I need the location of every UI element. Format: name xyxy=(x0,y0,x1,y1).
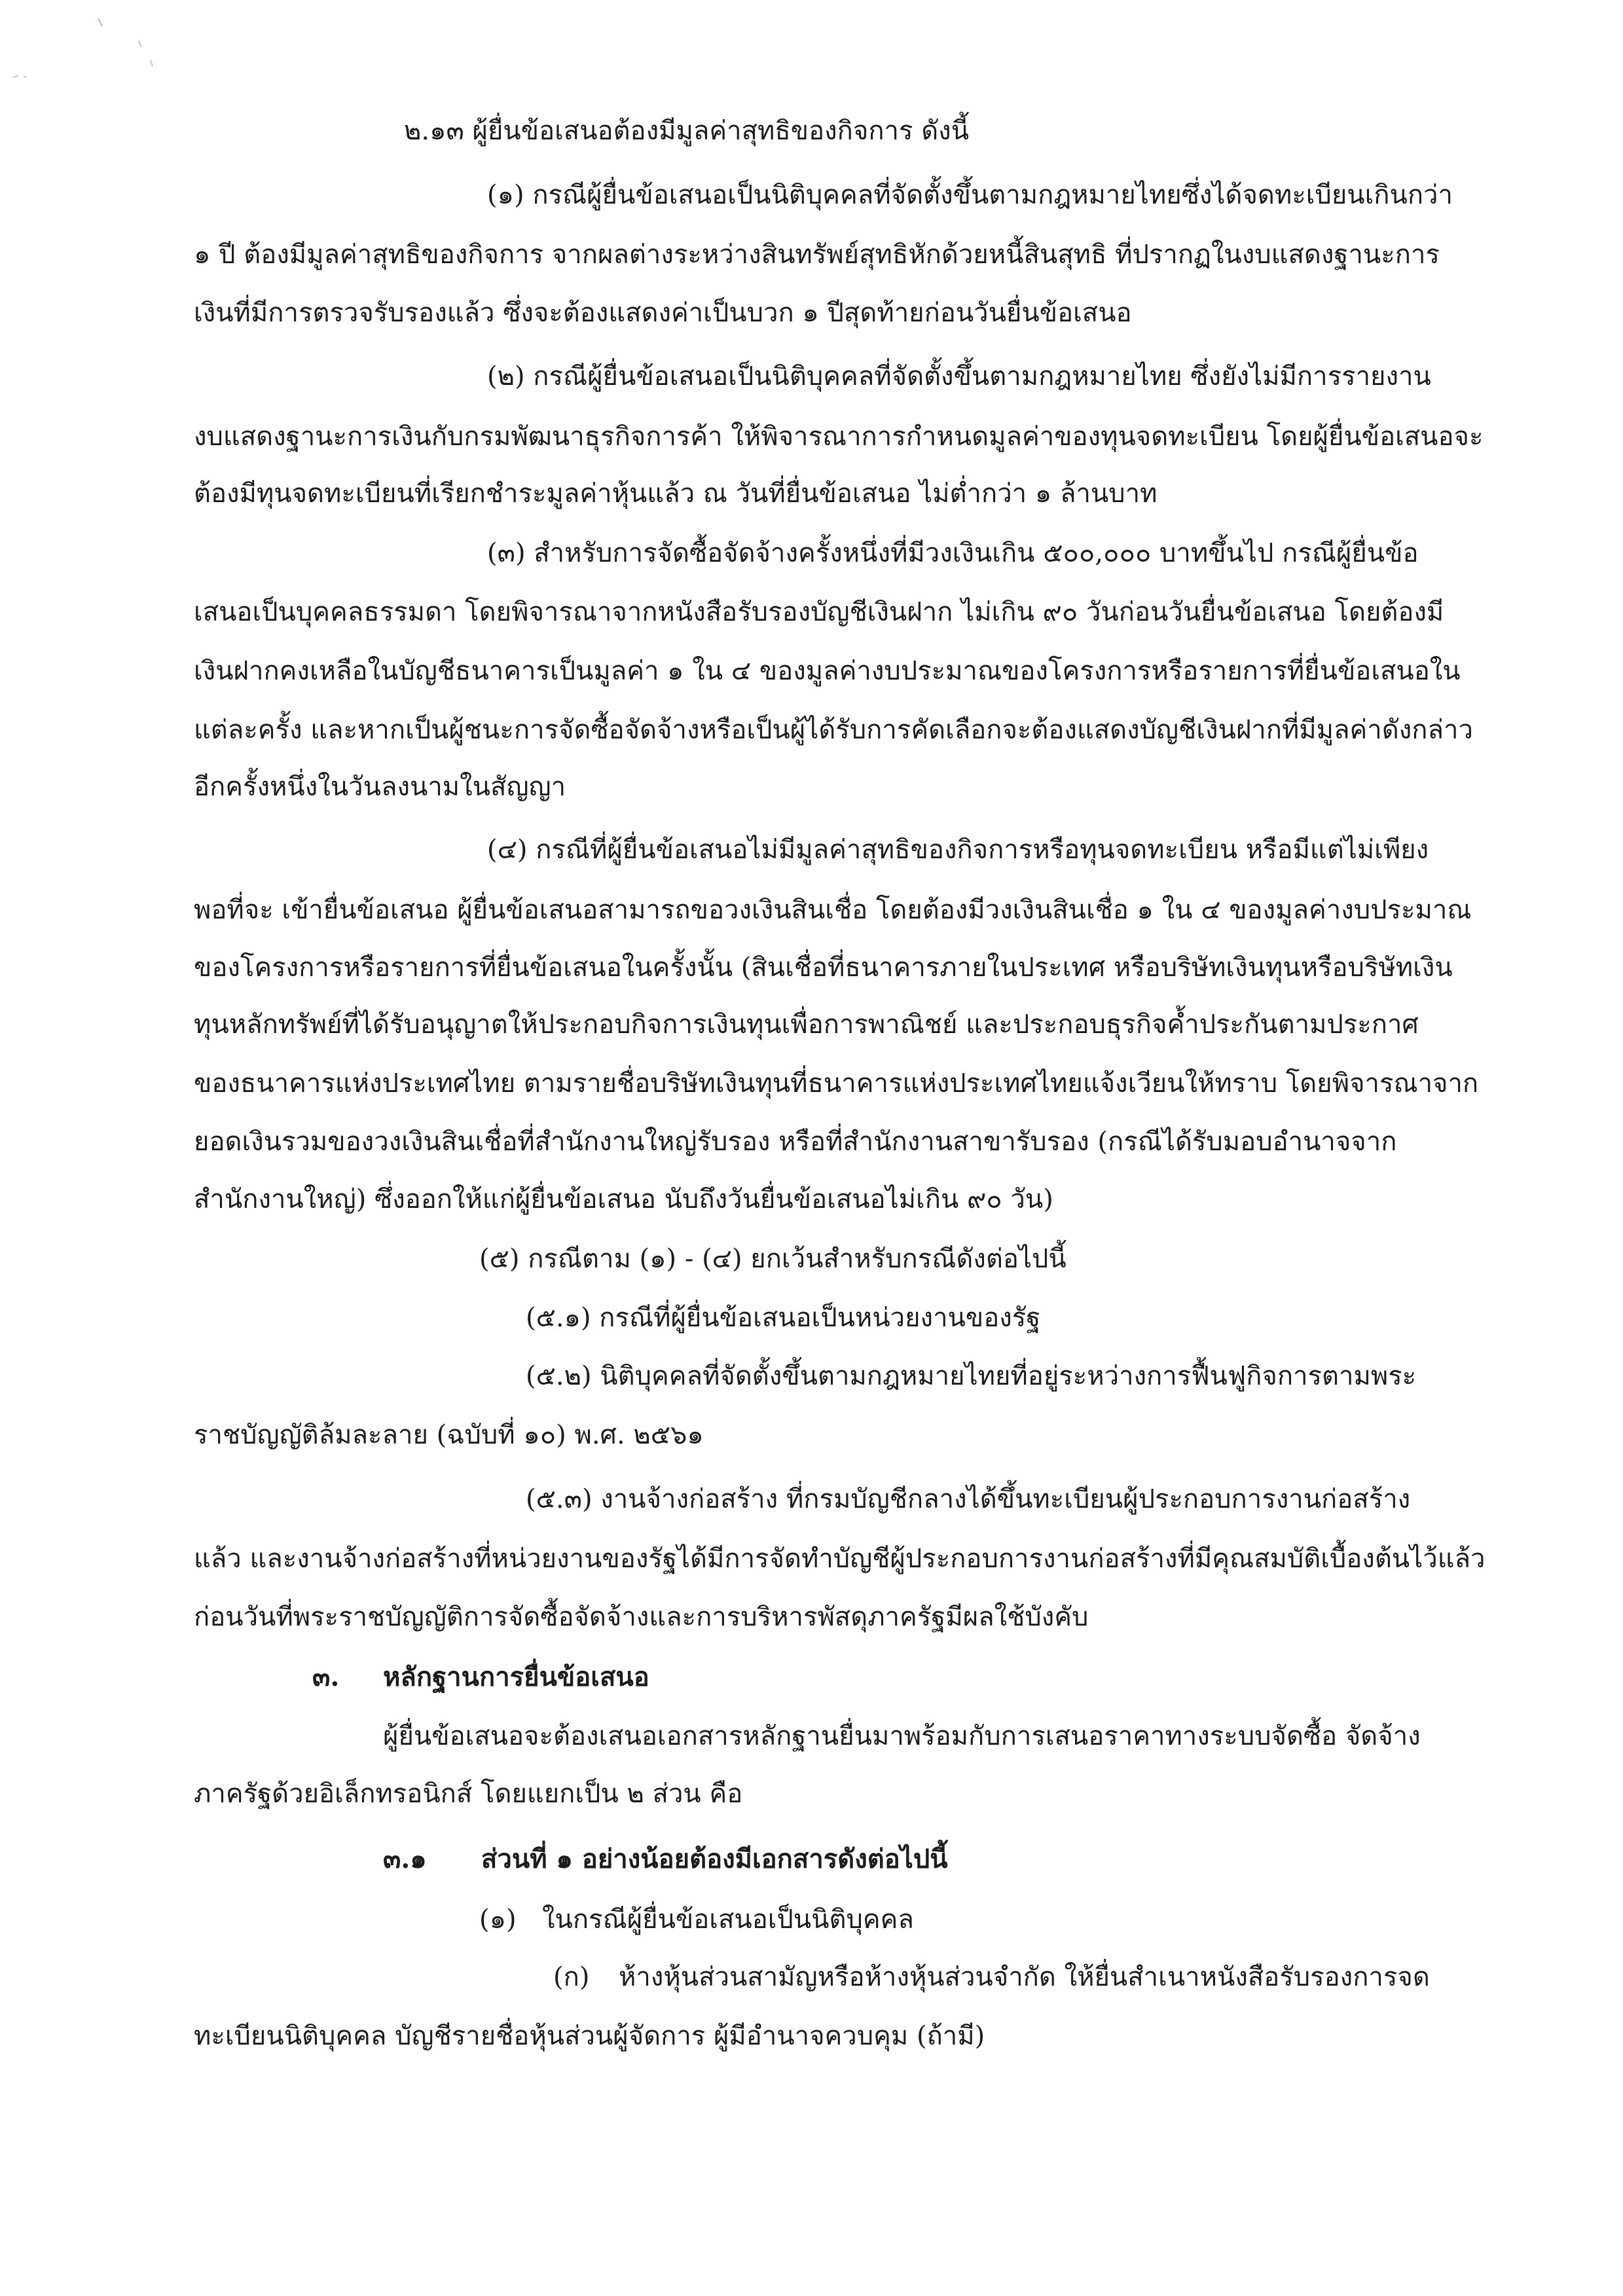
section-3-1-number: ๓.๑ xyxy=(383,1844,427,1874)
item-4-line-3: ของโครงการหรือรายการที่ยื่นข้อเสนอในครั้งนั้น (สินเชื่อที่ธนาคารภายในประเทศ หรือบริษัทเงินทุนหรือบริษัทเงิน xyxy=(194,953,1453,983)
section-3-item-1-text: ในกรณีผู้ยื่นข้อเสนอเป็นนิติบุคคล xyxy=(542,1904,914,1935)
item-4-line-2: พอที่จะ เข้ายื่นข้อเสนอ ผู้ยื่นข้อเสนอสามารถขอวงเงินสินเชื่อ โดยต้องมีวงเงินสินเชื่อ ๑ ใน ๔ ของมูลค่างบประมาณ xyxy=(194,895,1472,925)
item-5-3-line-2: แล้ว และงานจ้างก่อสร้างที่หน่วยงานของรัฐได้มีการจัดทำบัญชีผู้ประกอบการงานก่อสร้างที่มีคุณสมบัติเบื้องต้นไว้แล้ว xyxy=(194,1544,1486,1574)
item-5-2-line-2: ราชบัญญัติล้มละลาย (ฉบับที่ ๑๐) พ.ศ. ๒๕๖๑ xyxy=(194,1420,704,1450)
section-3-body-line-2: ภาครัฐด้วยอิเล็กทรอนิกส์ โดยแยกเป็น ๒ ส่วน คือ xyxy=(194,1779,743,1809)
item-3-line-2: เสนอเป็นบุคคลธรรมดา โดยพิจารณาจากหนังสือรับรองบัญชีเงินฝาก ไม่เกิน ๙๐ วันก่อนวันยื่นข้อเสนอ โดยต้องมี xyxy=(194,597,1444,627)
item-3-line-5: อีกครั้งหนึ่งในวันลงนามในสัญญา xyxy=(194,772,566,802)
item-2-line-1: (๒) กรณีผู้ยื่นข้อเสนอเป็นนิติบุคคลที่จัดตั้งขึ้นตามกฎหมายไทย ซึ่งยังไม่มีการรายงาน xyxy=(487,361,1431,392)
item-4-line-6: ยอดเงินรวมของวงเงินสินเชื่อที่สำนักงานใหญ่รับรอง หรือที่สำนักงานสาขารับรอง (กรณีได้รับมอบอำนาจจาก xyxy=(194,1127,1397,1157)
item-5-3-line-3: ก่อนวันที่พระราชบัญญัติการจัดซื้อจัดจ้างและการบริหารพัสดุภาครัฐมีผลใช้บังคับ xyxy=(194,1602,1089,1632)
item-5-1: (๕.๑) กรณีที่ผู้ยื่นข้อเสนอเป็นหน่วยงานของรัฐ xyxy=(526,1303,1041,1333)
item-3-line-4: แต่ละครั้ง และหากเป็นผู้ชนะการจัดซื้อจัดจ้างหรือเป็นผู้ได้รับการคัดเลือกจะต้องแสดงบัญชีเงินฝากที่มีมูลค่าดังกล่าว xyxy=(194,715,1473,745)
item-3-line-3: เงินฝากคงเหลือในบัญชีธนาคารเป็นมูลค่า ๑ ใน ๔ ของมูลค่างบประมาณของโครงการหรือรายการที่ยื่นข้อเสนอใน xyxy=(194,656,1461,686)
section-3-heading: หลักฐานการยื่นข้อเสนอ xyxy=(383,1662,649,1692)
item-3-line-1: (๓) สำหรับการจัดซื้อจัดจ้างครั้งหนึ่งที่มีวงเงินเกิน ๕๐๐,๐๐๐ บาทขึ้นไป กรณีผู้ยื่นข้อ xyxy=(487,538,1419,568)
section-3-item-1a-number: (ก) xyxy=(553,1962,590,1992)
item-2-line-2: งบแสดงฐานะการเงินกับกรมพัฒนาธุรกิจการค้า ให้พิจารณาการกำหนดมูลค่าของทุนจดทะเบียน โดยผู้ยื่นข้อเสนอจะ xyxy=(194,422,1484,452)
item-5-3-line-1: (๕.๓) งานจ้างก่อสร้าง ที่กรมบัญชีกลางได้ขึ้นทะเบียนผู้ประกอบการงานก่อสร้าง xyxy=(526,1484,1411,1514)
item-5-2-line-1: (๕.๒) นิติบุคคลที่จัดตั้งขึ้นตามกฎหมายไทยที่อยู่ระหว่างการฟื้นฟูกิจการตามพระ xyxy=(526,1361,1417,1391)
section-3-body-line-1: ผู้ยื่นข้อเสนอจะต้องเสนอเอกสารหลักฐานยื่นมาพร้อมกับการเสนอราคาทางระบบจัดซื้อ จัดจ้าง xyxy=(383,1721,1421,1751)
item-4-line-5: ของธนาคารแห่งประเทศไทย ตามรายชื่อบริษัทเงินทุนที่ธนาคารแห่งประเทศไทยแจ้งเวียนให้ทราบ โดยพิจารณาจาก xyxy=(194,1068,1479,1099)
item-5: (๕) กรณีตาม (๑) - (๔) ยกเว้นสำหรับกรณีดังต่อไปนี้ xyxy=(479,1244,1067,1274)
item-1-line-2: ๑ ปี ต้องมีมูลค่าสุทธิของกิจการ จากผลต่างระหว่างสินทรัพย์สุทธิหักด้วยหนี้สินสุทธิ ที่ปรากฏในงบแสดงฐานะการ xyxy=(194,240,1440,270)
item-4-line-7: สำนักงานใหญ่) ซึ่งออกให้แก่ผู้ยื่นข้อเสนอ นับถึงวันยื่นข้อเสนอไม่เกิน ๙๐ วัน) xyxy=(194,1184,1053,1214)
section-3-1-heading: ส่วนที่ ๑ อย่างน้อยต้องมีเอกสารดังต่อไปนี้ xyxy=(481,1844,948,1874)
section-3-item-1-number: (๑) xyxy=(479,1904,517,1935)
item-4-line-4: ทุนหลักทรัพย์ที่ได้รับอนุญาตให้ประกอบกิจการเงินทุนเพื่อการพาณิชย์ และประกอบธุรกิจค้ำประกันตามประกาศ xyxy=(194,1010,1419,1040)
section-3-item-1a-line-2: ทะเบียนนิติบุคคล บัญชีรายชื่อหุ้นส่วนผู้จัดการ ผู้มีอำนาจควบคุม (ถ้ามี) xyxy=(194,2021,985,2051)
section-3-number: ๓. xyxy=(312,1662,340,1692)
item-4-line-1: (๔) กรณีที่ผู้ยื่นข้อเสนอไม่มีมูลค่าสุทธิของกิจการหรือทุนจดทะเบียน หรือมีแต่ไม่เพียง xyxy=(487,835,1429,865)
item-1-line-1: (๑) กรณีผู้ยื่นข้อเสนอเป็นนิติบุคคลที่จัดตั้งขึ้นตามกฎหมายไทยซึ่งได้จดทะเบียนเกินกว่า xyxy=(487,180,1453,210)
section-2-13-heading: ๒.๑๓ ผู้ยื่นข้อเสนอต้องมีมูลค่าสุทธิของกิจการ ดังนี้ xyxy=(404,116,970,146)
section-3-item-1a-line-1: ห้างหุ้นส่วนสามัญหรือห้างหุ้นส่วนจำกัด ให้ยื่นสำเนาหนังสือรับรองการจด xyxy=(619,1962,1430,1992)
item-1-line-3: เงินที่มีการตรวจรับรองแล้ว ซึ่งจะต้องแสดงค่าเป็นบวก ๑ ปีสุดท้ายก่อนวันยื่นข้อเสนอ xyxy=(194,298,1132,328)
item-2-line-3: ต้องมีทุนจดทะเบียนที่เรียกชำระมูลค่าหุ้นแล้ว ณ วันที่ยื่นข้อเสนอ ไม่ต่ำกว่า ๑ ล้านบาท xyxy=(194,479,1158,509)
scan-specks xyxy=(0,0,196,98)
